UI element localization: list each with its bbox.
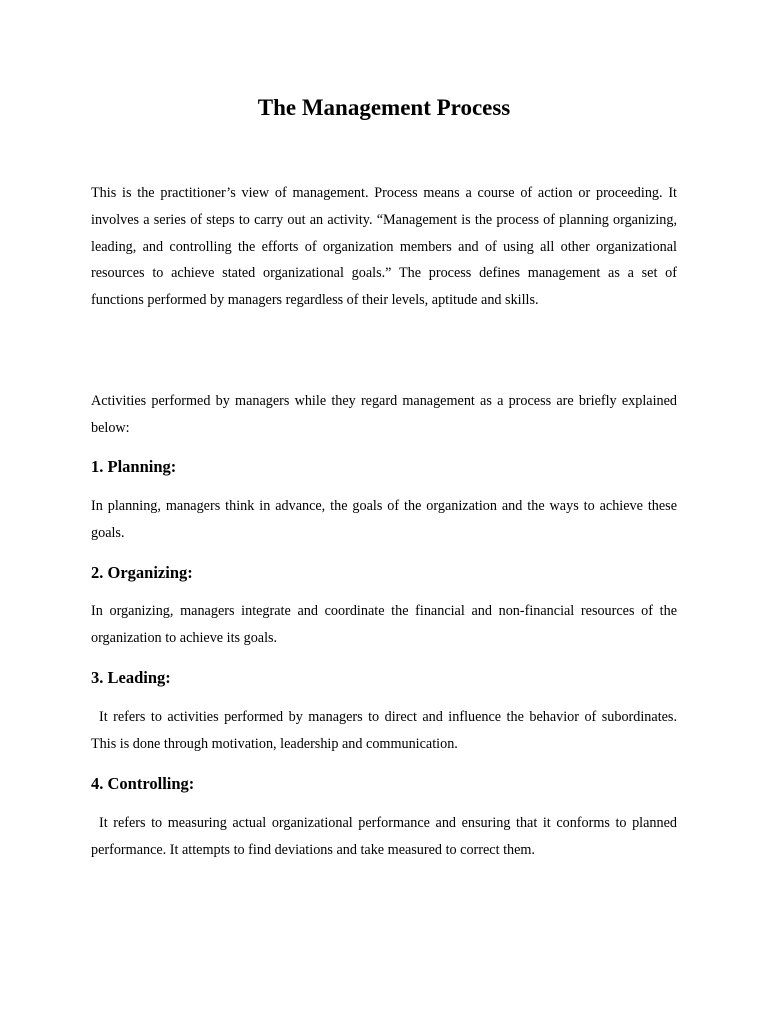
section-heading-organizing: 2. Organizing:	[91, 563, 193, 582]
page-title: The Management Process	[257, 95, 511, 120]
section-body-organizing: In organizing, managers integrate and coordinate the financial and non-financial resources of the organization to achieve its goals.	[91, 603, 677, 646]
section-heading-planning: 1. Planning:	[91, 457, 177, 476]
intro-paragraph: This is the practitioner’s view of management. Process means a course of action or proceeding. It involves a series of steps to carry out an activity. “Management is the process of planning organizing, leading, and controlling the efforts of organization members and of using all other organizational resources to achieve stated organizational goals.” The process defines management as a set of functions performed by managers regardless of their levels, aptitude and skills.	[91, 185, 677, 309]
section-heading-leading: 3. Leading:	[91, 668, 171, 687]
section-heading-controlling: 4. Controlling:	[91, 774, 195, 793]
section-body-leading: It refers to activities performed by managers to direct and influence the behavior of subordinates. This is done through motivation, leadership and communication.	[91, 709, 677, 752]
section-body-controlling: It refers to measuring actual organizational performance and ensuring that it conforms to planned performance. It attempts to find deviations and take measured to correct them.	[91, 815, 677, 858]
activities-intro-paragraph: Activities performed by managers while they regard management as a process are briefly explained below:	[91, 393, 677, 436]
section-body-planning: In planning, managers think in advance, the goals of the organization and the ways to achieve these goals.	[91, 498, 677, 541]
